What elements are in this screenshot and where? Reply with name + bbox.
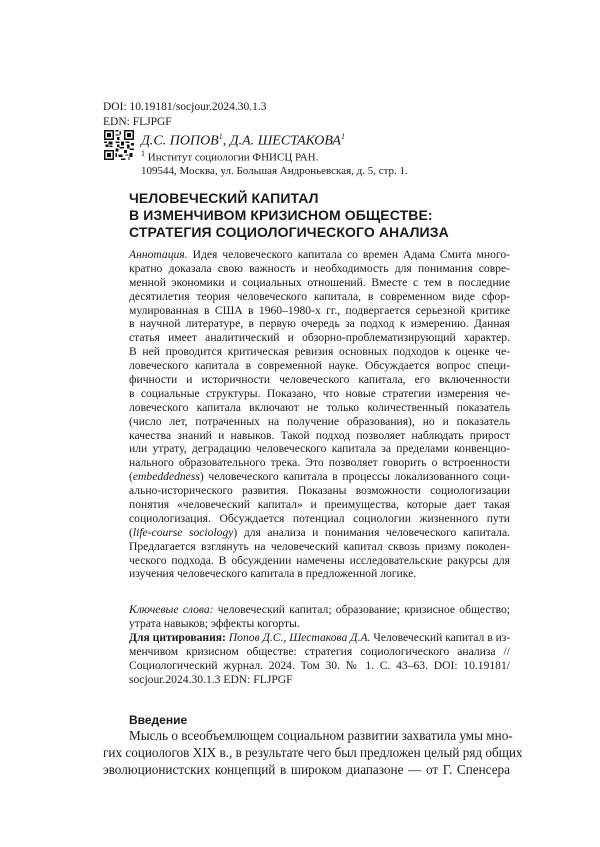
- abstract-line: ческого подхода. В обсуждении намечены исследовательские ракурсы для: [129, 553, 510, 567]
- abstract-line: кратно доказала свою важность и необходимость для понимания совре-: [129, 261, 510, 275]
- citation-line: Социологический журнал. 2024. Том 30. № 1. С. 43–63. DOI: 10.19181/: [129, 658, 510, 672]
- author-2-affiliation-mark: 1: [340, 132, 345, 141]
- citation-label: Для цитирования:: [129, 631, 226, 644]
- title-line: В ИЗМЕНЧИВОМ КРИЗИСНОМ ОБЩЕСТВЕ:: [129, 207, 433, 223]
- citation: [129, 631, 510, 687]
- abstract-line: понятия «человеческий капитал» и преимущества, которые дает такая: [129, 498, 510, 512]
- citation-authors: Попов Д.С., Шестакова Д.А.: [225, 631, 371, 644]
- abstract-line: качества знаний и навыков. Такой подход позволяет наблюдать прирост: [129, 428, 510, 442]
- abstract-line: нального образовательного трека. Это позволяет говорить о встроенности: [129, 456, 510, 470]
- abstract-line: изучения человеческого капитала в предложенной логике.: [129, 567, 417, 581]
- abstract-line: или утрату, деградацию человеческого капитала за пределами конвенцио-: [129, 442, 510, 456]
- abstract-line: ловеческого капитала включают не только количественный показатель: [129, 400, 510, 414]
- affiliation-mark: 1: [141, 149, 145, 158]
- abstract-line: ально-исторического развития. Показаны возможности социологизации: [129, 484, 510, 498]
- abstract-line: ловеческого капитала в современной науке. Обсуждается вопрос специ-: [129, 359, 510, 373]
- intro-line: эволюционистских концепций в широком диапазоне — от Г. Спенсера: [103, 762, 510, 777]
- author-1-affiliation-mark: 1: [218, 132, 223, 141]
- abstract-line: (число лет, потраченных на получение образования), но и показатель: [129, 414, 510, 428]
- abstract-label: Аннотация.: [129, 248, 188, 261]
- abstract-line: Предлагается взглянуть на человеческий капитал сквозь призму поколен-: [129, 539, 510, 553]
- abstract: Аннотация. Идея человеческого капитала со времен Адама Смита много- кратно доказала свою важность и необходимость для понимания совре- менной экономики и социальных отношений. Вместе с тем в последние десятилетия теория человеческого капитала, в современном виде сфор- мулированная в США в 1960–1980-х гг., подвергается серьезной критике в научной литературе, в первую очередь за подход к измерению. Данная статья имеет аналитический и обзорно-проблематизирующий характер. В ней проводится критическая ревизия основных подходов к оценке че- ловеческого капитала в современной науке. Обсуждается вопрос специ- фичности и историчности человеческого капитала, его включенности в социальные структуры. Показано, что новые стратегии измерения че- ловеческого капитала включают не только количественный показатель (число лет, потраченных на получение образования), но и показатель качества знаний и навыков. Такой подход позволяет наблюдать прирост или утрату, деградацию человеческого капитала за пределами конвенцио- нального образовательного трека. Это позволяет говорить о встроенности (embeddedness) человеческого капитала в процессы локализованного соци- ально-исторического развития. Показаны возможности социологизации понятия «человеческий капитал» и преимущества, которые дает такая социологизация. Обсуждается потенциал социологии жизненного пути (life-course sociology) для анализа и понимания человеческого капитала. Предлагается взглянуть на человеческий капитал сквозь призму поколен- ческого подхода. В обсуждении намечены исследовательские ракурсы для изучения человеческого капитала в предложенной логике.: [129, 248, 510, 581]
- abstract-line: в социальные структуры. Показано, что новые стратегии измерения че-: [129, 386, 510, 400]
- abstract-line: менной экономики и социальных отношений. Вместе с тем в последние: [129, 275, 510, 289]
- keywords-line: человеческий капитал; образование; кризисное общество;: [213, 603, 510, 616]
- abstract-line: статья имеет аналитический и обзорно-проблематизирующий характер.: [129, 331, 510, 345]
- abstract-line: в научной литературе, в первую очередь за подход к измерению. Данная: [129, 317, 510, 331]
- abstract-line: фичности и историчности человеческого капитала, его включенности: [129, 373, 510, 387]
- keywords-line: утрата навыков; эффекты когорты.: [129, 616, 300, 630]
- title-line: СТРАТЕГИЯ СОЦИОЛОГИЧЕСКОГО АНАЛИЗА: [129, 224, 449, 240]
- affiliation-address: 109544, Москва, ул. Большая Андроньевская, д. 5, стр. 1.: [141, 165, 408, 178]
- abstract-line: десятилетия теория человеческого капитала, в современном виде сфор-: [129, 289, 510, 303]
- intro-line: гих социологов XIX в., в результате чего был предложен целый ряд общих: [103, 745, 523, 760]
- abstract-line: мулированная в США в 1960–1980-х гг., подвергается серьезной критике: [129, 303, 510, 317]
- author-separator: ,: [222, 133, 230, 149]
- intro-line: Мысль о всеобъемлющем социальном развитии захватила умы мно-: [129, 728, 513, 743]
- title-line: ЧЕЛОВЕЧЕСКИЙ КАПИТАЛ: [129, 190, 319, 206]
- article-title: [129, 190, 449, 241]
- author-2: Д.А. ШЕСТАКОВА: [229, 133, 341, 149]
- citation-line: Человеческий капитал в из-: [370, 631, 511, 644]
- keywords-label: Ключевые слова:: [129, 603, 214, 616]
- affiliation: [141, 147, 408, 179]
- introduction-text: [103, 727, 523, 778]
- abstract-line: человеческого капитала в процессы локализованного соци-: [208, 470, 510, 484]
- abstract-line: социологизация. Обсуждается потенциал социологии жизненного пути: [129, 511, 510, 525]
- edn-line: EDN: FLJPGF: [103, 116, 172, 128]
- qr-code-icon: [104, 130, 134, 160]
- affiliation-institution: Институт социологии ФНИСЦ РАН.: [145, 151, 319, 164]
- doi-line: DOI: 10.19181/socjour.2024.30.1.3: [103, 101, 267, 113]
- citation-line: менчивом кризисном обществе: стратегия социологического анализа //: [129, 644, 510, 658]
- author-1: Д.С. ПОПОВ: [141, 133, 219, 149]
- abstract-line: В ней проводится критическая ревизия основных подходов к оценке че-: [129, 345, 510, 359]
- abstract-term-embeddedness: embeddedness: [132, 470, 200, 484]
- abstract-line: для анализа и понимания человеческого капитала.: [243, 525, 510, 539]
- keywords: [129, 603, 510, 631]
- section-heading-introduction: Введение: [129, 713, 188, 727]
- citation-line: socjour.2024.30.1.3 EDN: FLJPGF: [129, 672, 293, 686]
- abstract-term-life-course: life-course sociology: [132, 525, 234, 539]
- abstract-line: Идея человеческого капитала со времен Адама Смита много-: [187, 248, 510, 261]
